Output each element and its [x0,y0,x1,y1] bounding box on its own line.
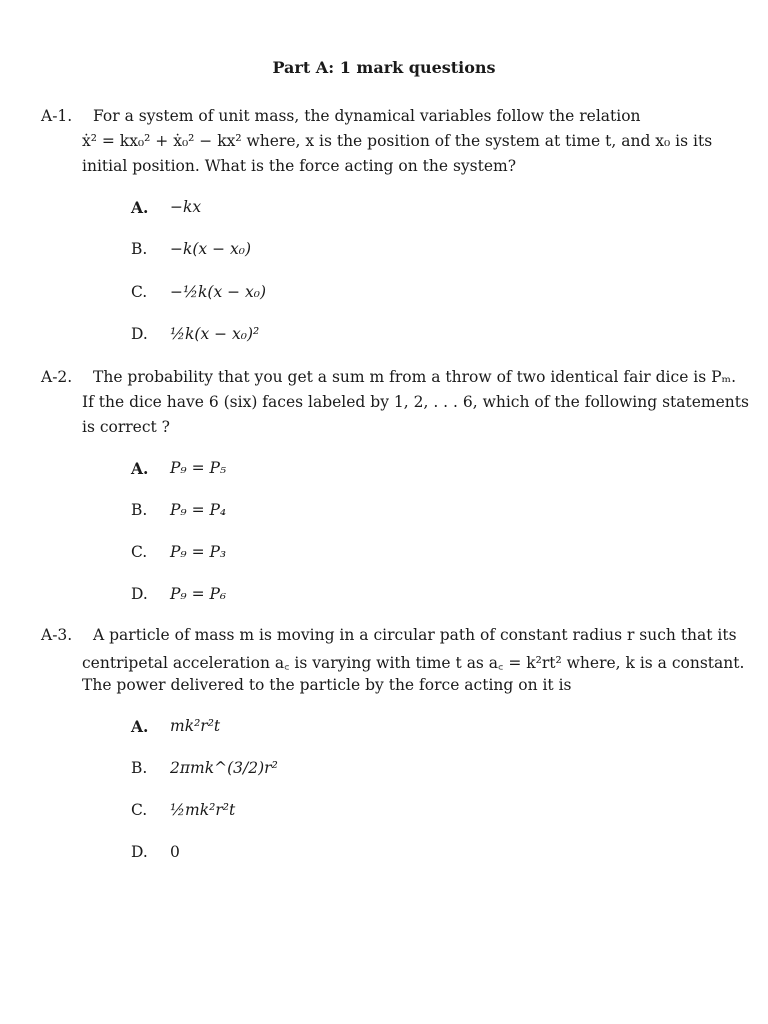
option-letter: B. [131,240,148,258]
option-text: P₉ = P₃ [170,543,227,561]
option-text: −½k(x − x₀) [170,283,267,301]
option-text: ½k(x − x₀)² [170,325,260,343]
option-text: −k(x − x₀) [170,240,252,258]
question-text-line: A particle of mass m is moving in a circular path of constant radius r such that its [93,626,737,644]
question-text-line: For a system of unit mass, the dynamical variables follow the relation [93,107,641,125]
option-text: P₉ = P₄ [170,501,227,519]
option-letter: D. [131,843,148,861]
option-text: mk²r²t [170,717,221,735]
option-text: −kx [170,198,202,216]
option-letter: D. [131,585,148,603]
question-label: A-3. [41,626,73,644]
option-letter: A. [131,198,149,217]
question-text-line: ẋ² = kx₀² + ẋ₀² − kx² where, x is the position of the system at time t, and x₀ is its [82,132,713,150]
option-letter: B. [131,501,148,519]
option-text: P₉ = P₅ [170,459,227,477]
question-text-line: The power delivered to the particle by the force acting on it is [82,676,572,694]
option-letter: A. [131,459,149,478]
option-text: P₉ = P₆ [170,585,227,603]
option-letter: A. [131,717,149,736]
question-text-line: The probability that you get a sum m from a throw of two identical fair dice is Pₘ. [93,368,736,386]
option-letter: B. [131,759,148,777]
option-letter: C. [131,801,148,819]
option-letter: C. [131,283,148,301]
option-text: ½mk²r²t [170,801,236,819]
option-text: 0 [170,843,180,861]
question-text-line: If the dice have 6 (six) faces labeled by 1, 2, . . . 6, which of the following statements [82,393,749,411]
question-text-line: initial position. What is the force acting on the system? [82,157,517,175]
option-letter: C. [131,543,148,561]
section-heading: Part A: 1 mark questions [272,58,496,77]
question-label: A-2. [41,368,73,386]
question-text-line: is correct ? [82,418,170,436]
question-label: A-1. [41,107,73,125]
option-letter: D. [131,325,148,343]
question-text-line: centripetal acceleration a꜀ is varying with time t as a꜀ = k²rt² where, k is a constant. [82,654,745,672]
option-text: 2πmk^(3/2)r² [170,759,278,777]
